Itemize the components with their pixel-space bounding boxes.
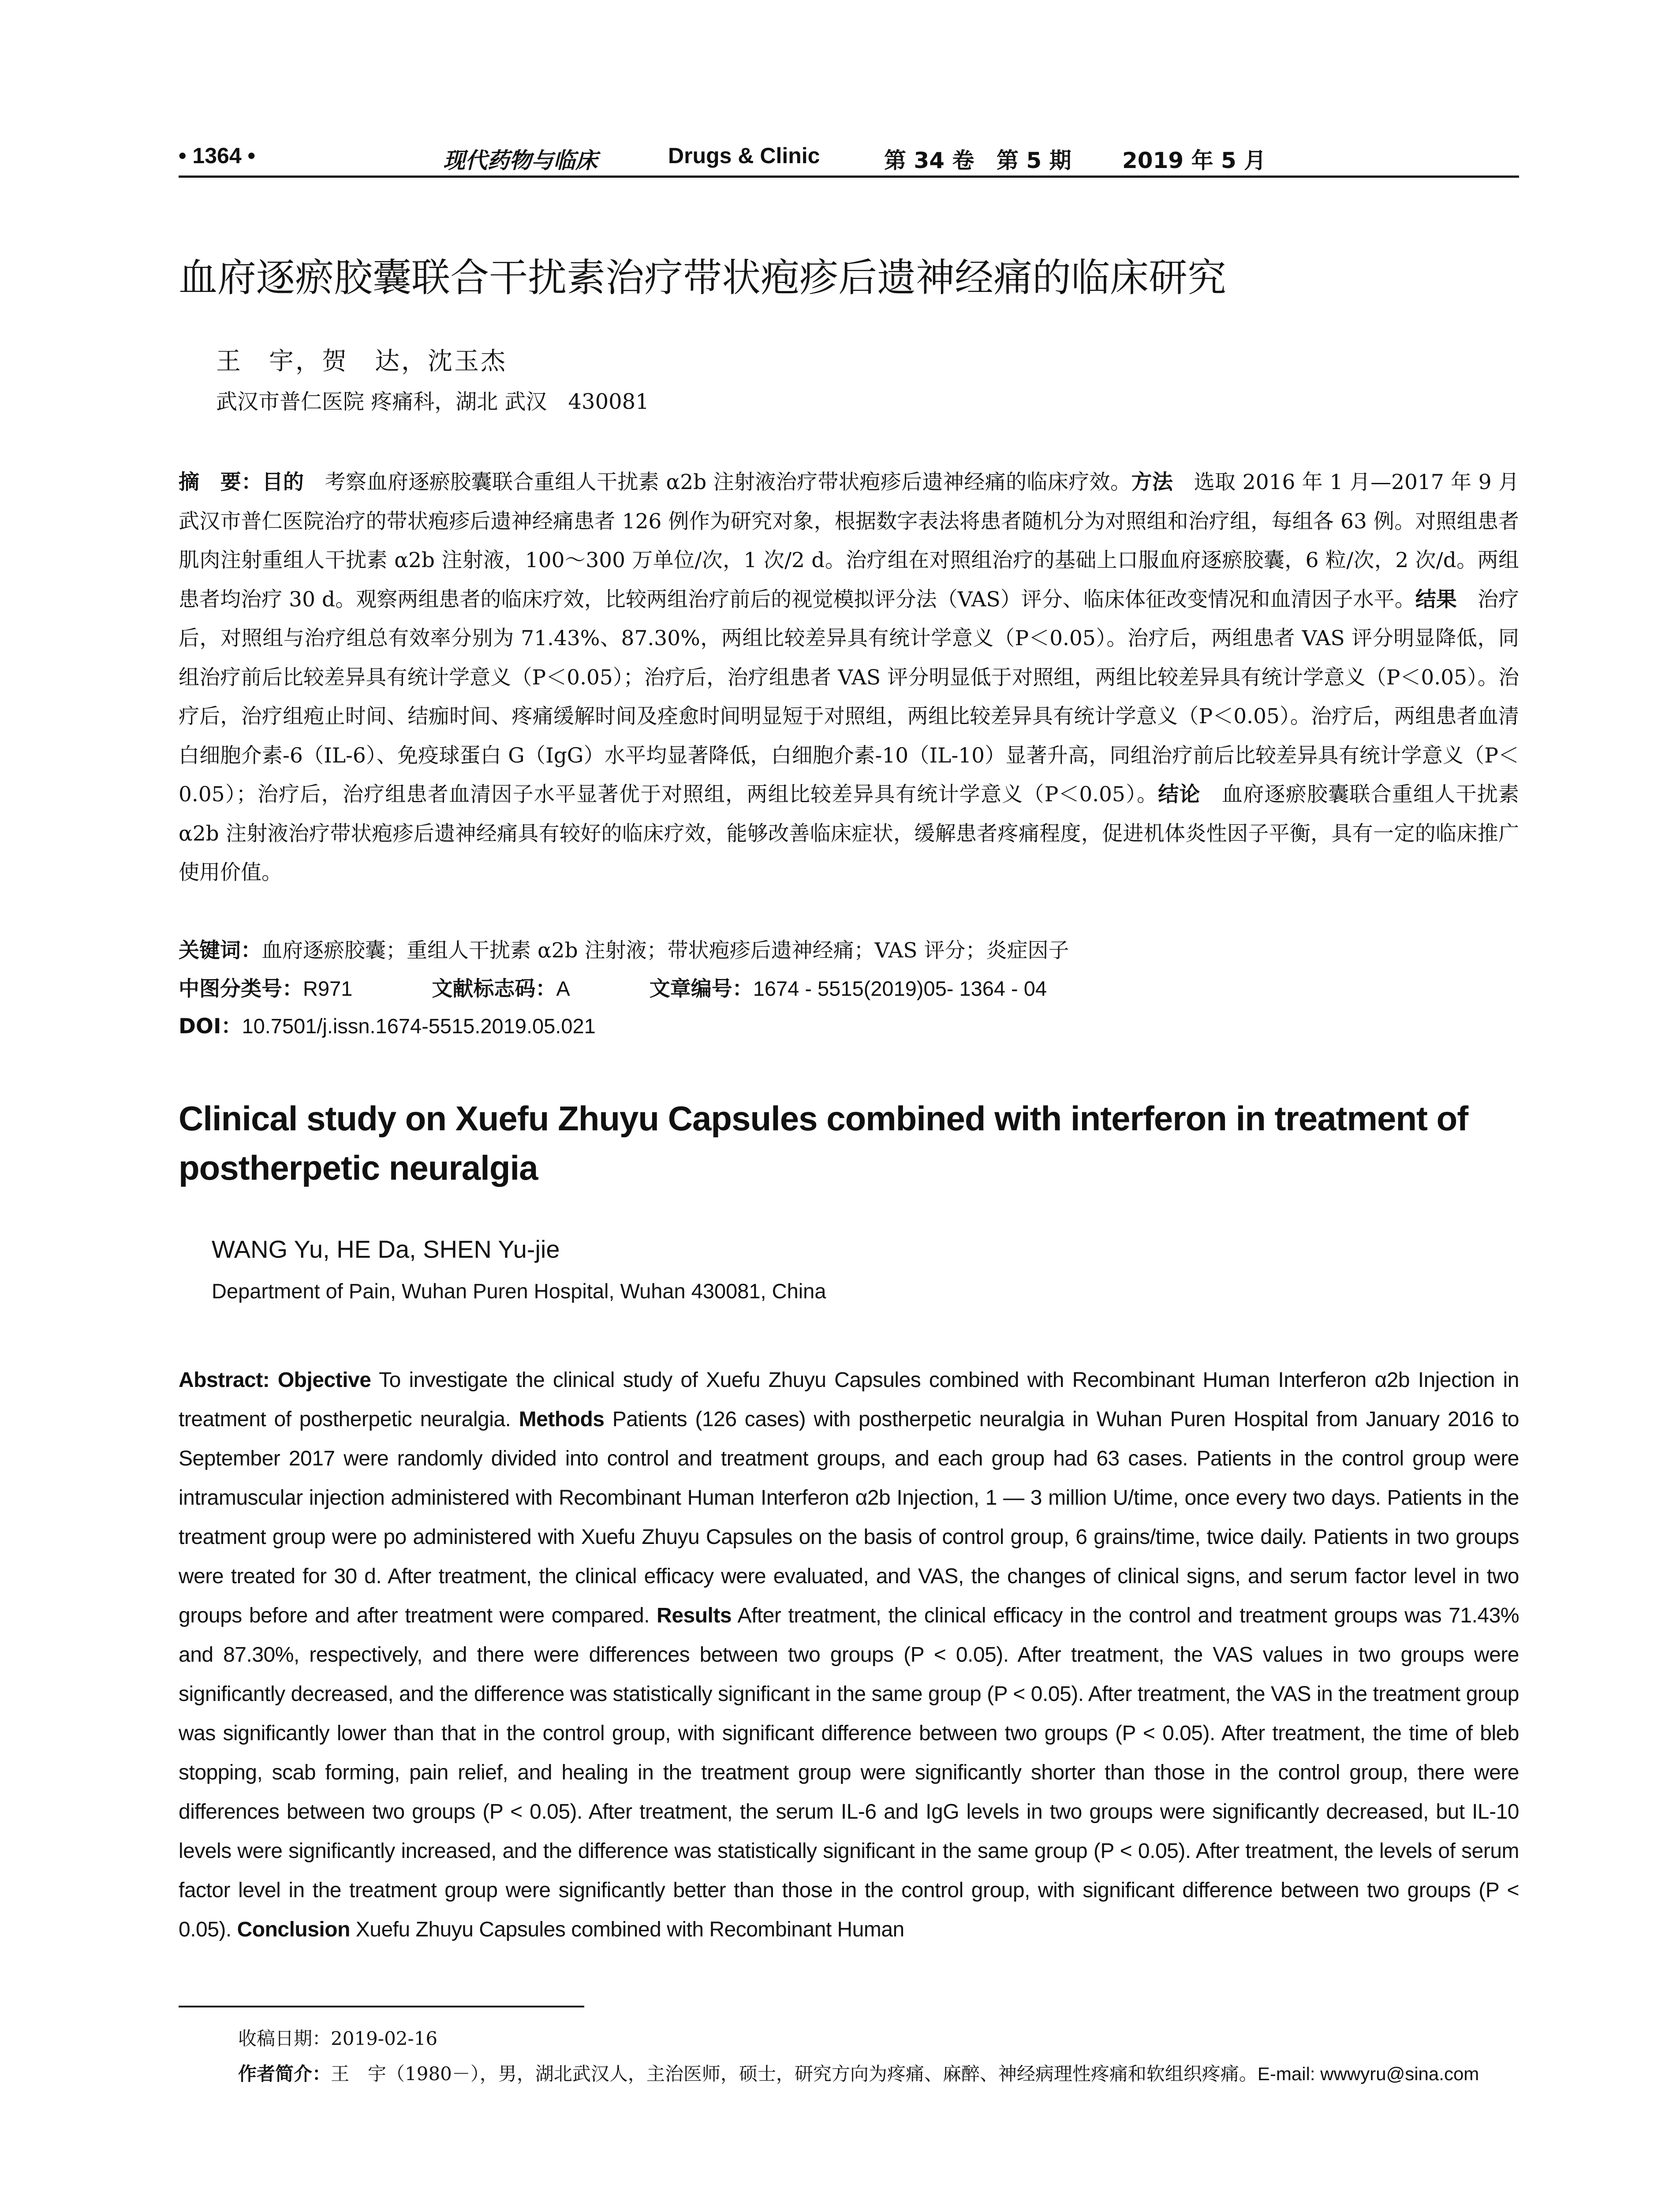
author-email: E-mail: wwwyru@sina.com [1257, 2063, 1479, 2084]
issue-date: 2019 年 5 月 [1122, 148, 1266, 173]
keywords [179, 934, 1519, 964]
objective-label-en: Objective [277, 1368, 371, 1392]
objective-text-en: To investigate the clinical study of Xuefu Zhuyu Capsules combined with Recombinant Human Interferon α2b Injection in treatment of postherpetic neuralgia. [179, 1368, 1519, 1431]
abstract-cn-label: 摘 要： [179, 470, 262, 494]
keywords-value: 血府逐瘀胶囊；重组人干扰素 α2b 注射液；带状疱疹后遗神经痛；VAS 评分；炎症因子 [261, 938, 1069, 963]
clc-code: R971 [303, 977, 353, 1000]
authors-en: WANG Yu, HE Da, SHEN Yu-jie [212, 1235, 560, 1263]
doi-label: DOI： [179, 1014, 242, 1039]
title-cn: 血府逐瘀胶囊联合干扰素治疗带状疱疹后遗神经痛的临床研究 [179, 255, 1227, 300]
conclusion-text-en: Xuefu Zhuyu Capsules combined with Recombinant Human [350, 1918, 904, 1941]
authors-cn: 王 宇，贺 达，沈玉杰 [216, 347, 507, 376]
footnote-divider [179, 2006, 584, 2007]
methods-label-cn: 方法 [1131, 470, 1173, 494]
objective-text-cn: 考察血府逐瘀胶囊联合重组人干扰素 α2b 注射液治疗带状疱疹后遗神经痛的临床疗效。 [304, 470, 1131, 494]
issue: 第 5 期 [997, 148, 1071, 173]
abstract-cn [179, 463, 1519, 893]
author-bio [238, 2059, 1479, 2086]
clc-label: 中图分类号： [179, 977, 303, 1001]
doi-value: 10.7501/j.issn.1674-5515.2019.05.021 [242, 1014, 596, 1038]
page-number: • 1364 • [179, 143, 256, 168]
volume: 第 34 卷 [884, 148, 974, 173]
doi-line [179, 1010, 1519, 1039]
article-number-label: 文章编号： [649, 977, 753, 1001]
keywords-label: 关键词： [179, 938, 261, 963]
conclusion-label-en: Conclusion [237, 1918, 350, 1941]
received-date: 收稿日期：2019-02-16 [238, 2028, 438, 2049]
affiliation-cn: 武汉市普仁医院 疼痛科，湖北 武汉 430081 [216, 389, 649, 414]
methods-label-en: Methods [519, 1408, 605, 1431]
article-number: 1674 - 5515(2019)05- 1364 - 04 [753, 977, 1047, 1000]
methods-text-cn: 选取 2016 年 1 月—2017 年 9 月武汉市普仁医院治疗的带状疱疹后遗神经痛患者 126 例作为研究对象，根据数字表法将患者随机分为对照组和治疗组，每组各 63 例。对照组患者肌肉注射重组人干扰素 α2b 注射液，100～300 万单位/次，1 次/2 d。治疗组在对照组治疗的基础上口服血府逐瘀胶囊，6 粒/次，2 次/d。两组患者均治疗 30 d。观察两组患者的临床疗效，比较两组治疗前后的视觉模拟评分法（VAS）评分、临床体征改变情况和血清因子水平。 [179, 470, 1519, 612]
author-bio-label: 作者简介： [238, 2063, 331, 2085]
journal-name-en: Drugs & Clinic [668, 143, 820, 168]
doc-code-label: 文献标志码： [432, 977, 556, 1001]
running-header [179, 140, 1519, 176]
classification-line [179, 972, 1519, 1002]
results-label-cn: 结果 [1415, 587, 1457, 612]
conclusion-text-cn: 血府逐瘀胶囊联合重组人干扰素 α2b 注射液治疗带状疱疹后遗神经痛具有较好的临床疗效，能够改善临床症状，缓解患者疼痛程度，促进机体炎性因子平衡，具有一定的临床推广使用价值。 [179, 782, 1519, 885]
title-en: Clinical study on Xuefu Zhuyu Capsules combined with interferon in treatment of postherpetic neuralgia [179, 1099, 1468, 1187]
results-text-en: After treatment, the clinical efficacy in the control and treatment groups was 71.43% and 87.30%, respectively, and there were differences between two groups (P < 0.05). After treatment, the VAS values in two groups were significantly decreased, and the difference was statistically significant in the same group (P < 0.05). After treatment, the VAS in the treatment group was significantly lower than that in the control group, with significant difference between two groups (P < 0.05). After treatment, the time of bleb stopping, scab forming, pain relief, and healing in the treatment group were significantly shorter than those in the control group, there were differences between two groups (P < 0.05). After treatment, the serum IL-6 and IgG levels in two groups were significantly decreased, but IL-10 levels were significantly increased, and the difference was statistically significant in the same group (P < 0.05). After treatment, the levels of serum factor level in the treatment group were significantly better than those in the control group, with significant difference between two groups (P < 0.05). [179, 1604, 1519, 1941]
affiliation-en: Department of Pain, Wuhan Puren Hospital, Wuhan 430081, China [212, 1279, 826, 1303]
header-divider [179, 176, 1519, 178]
doc-code: A [556, 977, 570, 1000]
results-text-cn: 治疗后，对照组与治疗组总有效率分别为 71.43%、87.30%，两组比较差异具有统计学意义（P＜0.05）。治疗后，两组患者 VAS 评分明显降低，同组治疗前后比较差异具有统计学意义（P＜0.05）；治疗后，治疗组患者 VAS 评分明显低于对照组，两组比较差异具有统计学意义（P＜0.05）。治疗后，治疗组疱止时间、结痂时间、疼痛缓解时间及痊愈时间明显短于对照组，两组比较差异具有统计学意义（P＜0.05）。治疗后，两组患者血清白细胞介素-6（IL-6）、免疫球蛋白 G（IgG）水平均显著降低，白细胞介素-10（IL-10）显著升高，同组治疗前后比较差异具有统计学意义（P＜0.05）；治疗后，治疗组患者血清因子水平显著优于对照组，两组比较差异具有统计学意义（P＜0.05）。 [179, 587, 1519, 807]
abstract-en-label: Abstract: [179, 1368, 270, 1392]
author-bio-text: 王 宇（1980－），男，湖北武汉人，主治医师，硕士，研究方向为疼痛、麻醉、神经病理性疼痛和软组织疼痛。 [331, 2063, 1258, 2085]
methods-text-en: Patients (126 cases) with postherpetic neuralgia in Wuhan Puren Hospital from January 2016 to September 2017 were randomly divided into control and treatment groups, and each group had 63 cases. Patients in the control group were intramuscular injection administered with Recombinant Human Interferon α2b Injection, 1 — 3 million U/time, once every two days. Patients in the treatment group were po administered with Xuefu Zhuyu Capsules on the basis of control group, 6 grains/time, twice daily. Patients in two groups were treated for 30 d. After treatment, the clinical efficacy were evaluated, and VAS, the changes of clinical signs, and serum factor level in two groups before and after treatment were compared. [179, 1408, 1519, 1627]
abstract-en [179, 1360, 1519, 1949]
journal-name-cn: 现代药物与临床 [443, 147, 597, 173]
conclusion-label-cn: 结论 [1158, 782, 1201, 807]
objective-label-cn: 目的 [262, 470, 304, 494]
results-label-en: Results [657, 1604, 732, 1627]
